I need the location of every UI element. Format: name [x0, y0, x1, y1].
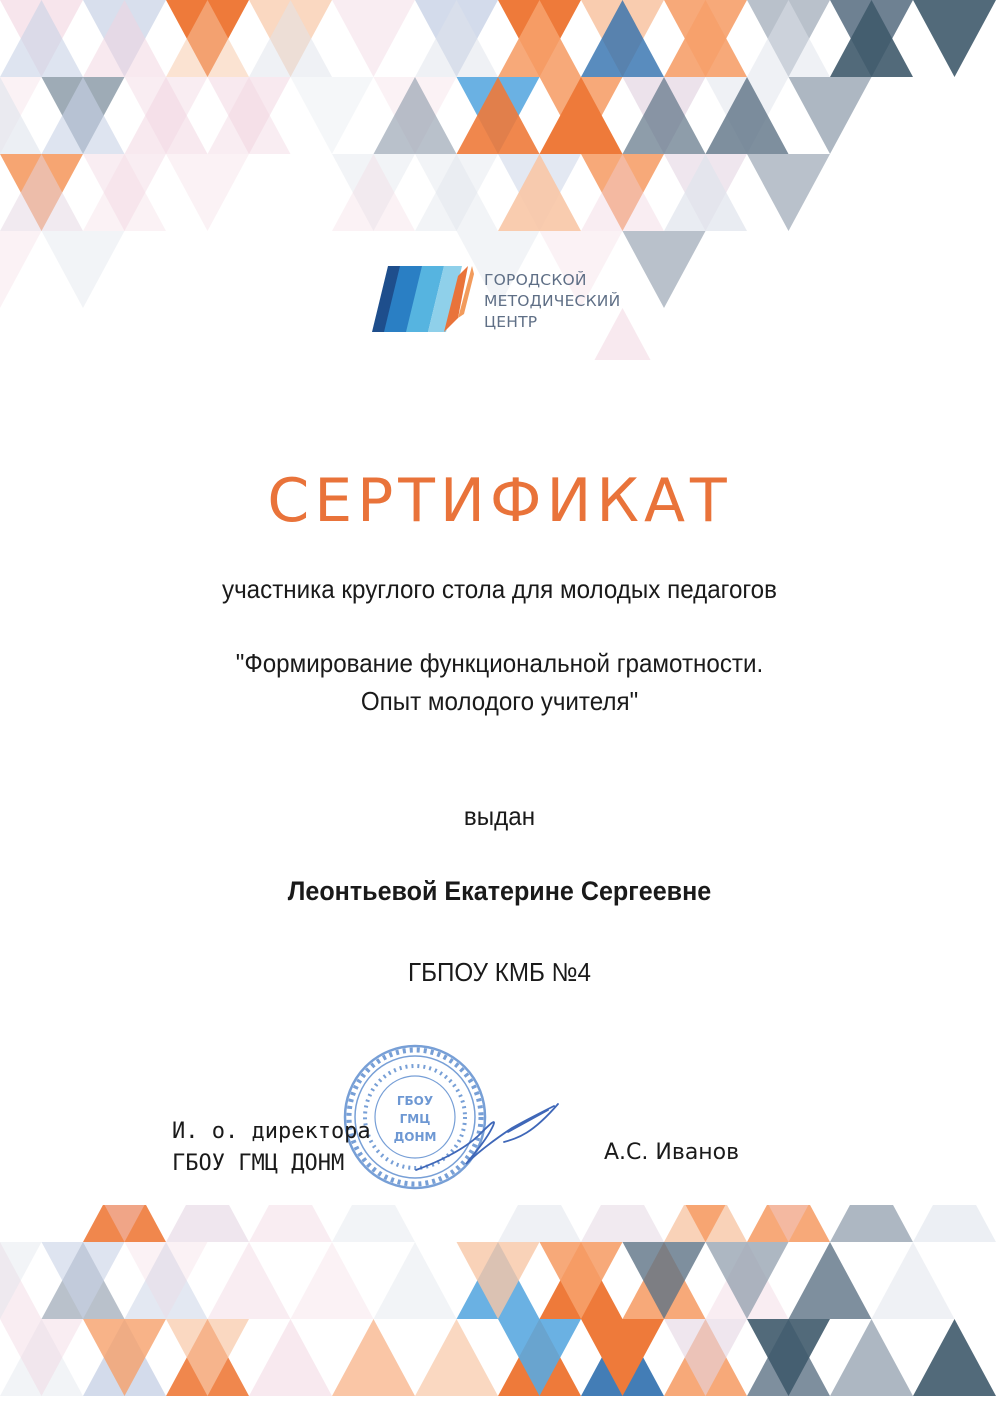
decorative-triangles-bottom: [0, 1205, 999, 1414]
logo-line-2: МЕТОДИЧЕСКИЙ: [484, 292, 621, 310]
decor-triangle: [581, 1205, 664, 1242]
decor-triangle: [332, 1319, 415, 1396]
signer-position-line-2: ГБОУ ГМЦ ДОНМ: [172, 1151, 345, 1176]
decor-triangle: [291, 77, 374, 154]
signer-position-line-1: И. о. директора: [172, 1119, 371, 1144]
decor-triangle: [374, 1242, 457, 1319]
decor-triangle: [830, 1319, 913, 1396]
decor-triangle: [208, 1242, 291, 1319]
decor-triangle: [249, 1319, 332, 1396]
decor-triangle: [415, 1319, 498, 1396]
decor-triangle: [872, 1242, 955, 1319]
decor-triangle: [830, 1205, 913, 1242]
decor-triangle: [913, 0, 996, 77]
decor-triangle: [166, 1205, 249, 1242]
issued-label: выдан: [463, 801, 536, 831]
logo-line-3: ЦЕНТР: [484, 313, 538, 331]
stamp-text-3: ДОНМ: [393, 1130, 437, 1144]
handwritten-signature: [408, 1092, 568, 1182]
certificate-title: СЕРТИФИКАТ: [267, 466, 732, 536]
logo-text: [484, 270, 620, 333]
decor-triangle: [0, 231, 42, 308]
recipient-name: Леонтьевой Екатерине Сергеевне: [287, 876, 712, 906]
decor-triangle: [332, 1205, 415, 1242]
decor-triangle: [498, 1205, 581, 1242]
decor-triangle: [42, 231, 125, 308]
recipient-organization: ГБПОУ КМБ №4: [408, 957, 591, 987]
topic-line-2: Опыт молодого учителя": [360, 686, 639, 716]
decor-triangle: [291, 1242, 374, 1319]
decor-triangle: [332, 0, 415, 77]
decor-triangle: [747, 154, 830, 231]
certificate-subtitle: участника круглого стола для молодых педагогов: [221, 574, 777, 604]
stamp-text-1: ГБОУ: [396, 1094, 434, 1108]
decor-triangle: [249, 1205, 332, 1242]
decor-triangle: [913, 1205, 996, 1242]
decor-triangle: [913, 1319, 996, 1396]
decor-triangle: [166, 154, 249, 231]
logo-line-1: ГОРОДСКОЙ: [484, 271, 587, 289]
topic-line-1: "Формирование функциональной грамотности.: [235, 648, 764, 678]
signer-name: А.С. Иванов: [604, 1140, 740, 1165]
decor-triangle: [789, 77, 872, 154]
decor-triangle: [789, 1242, 872, 1319]
stamp-text-2: ГМЦ: [399, 1112, 431, 1126]
